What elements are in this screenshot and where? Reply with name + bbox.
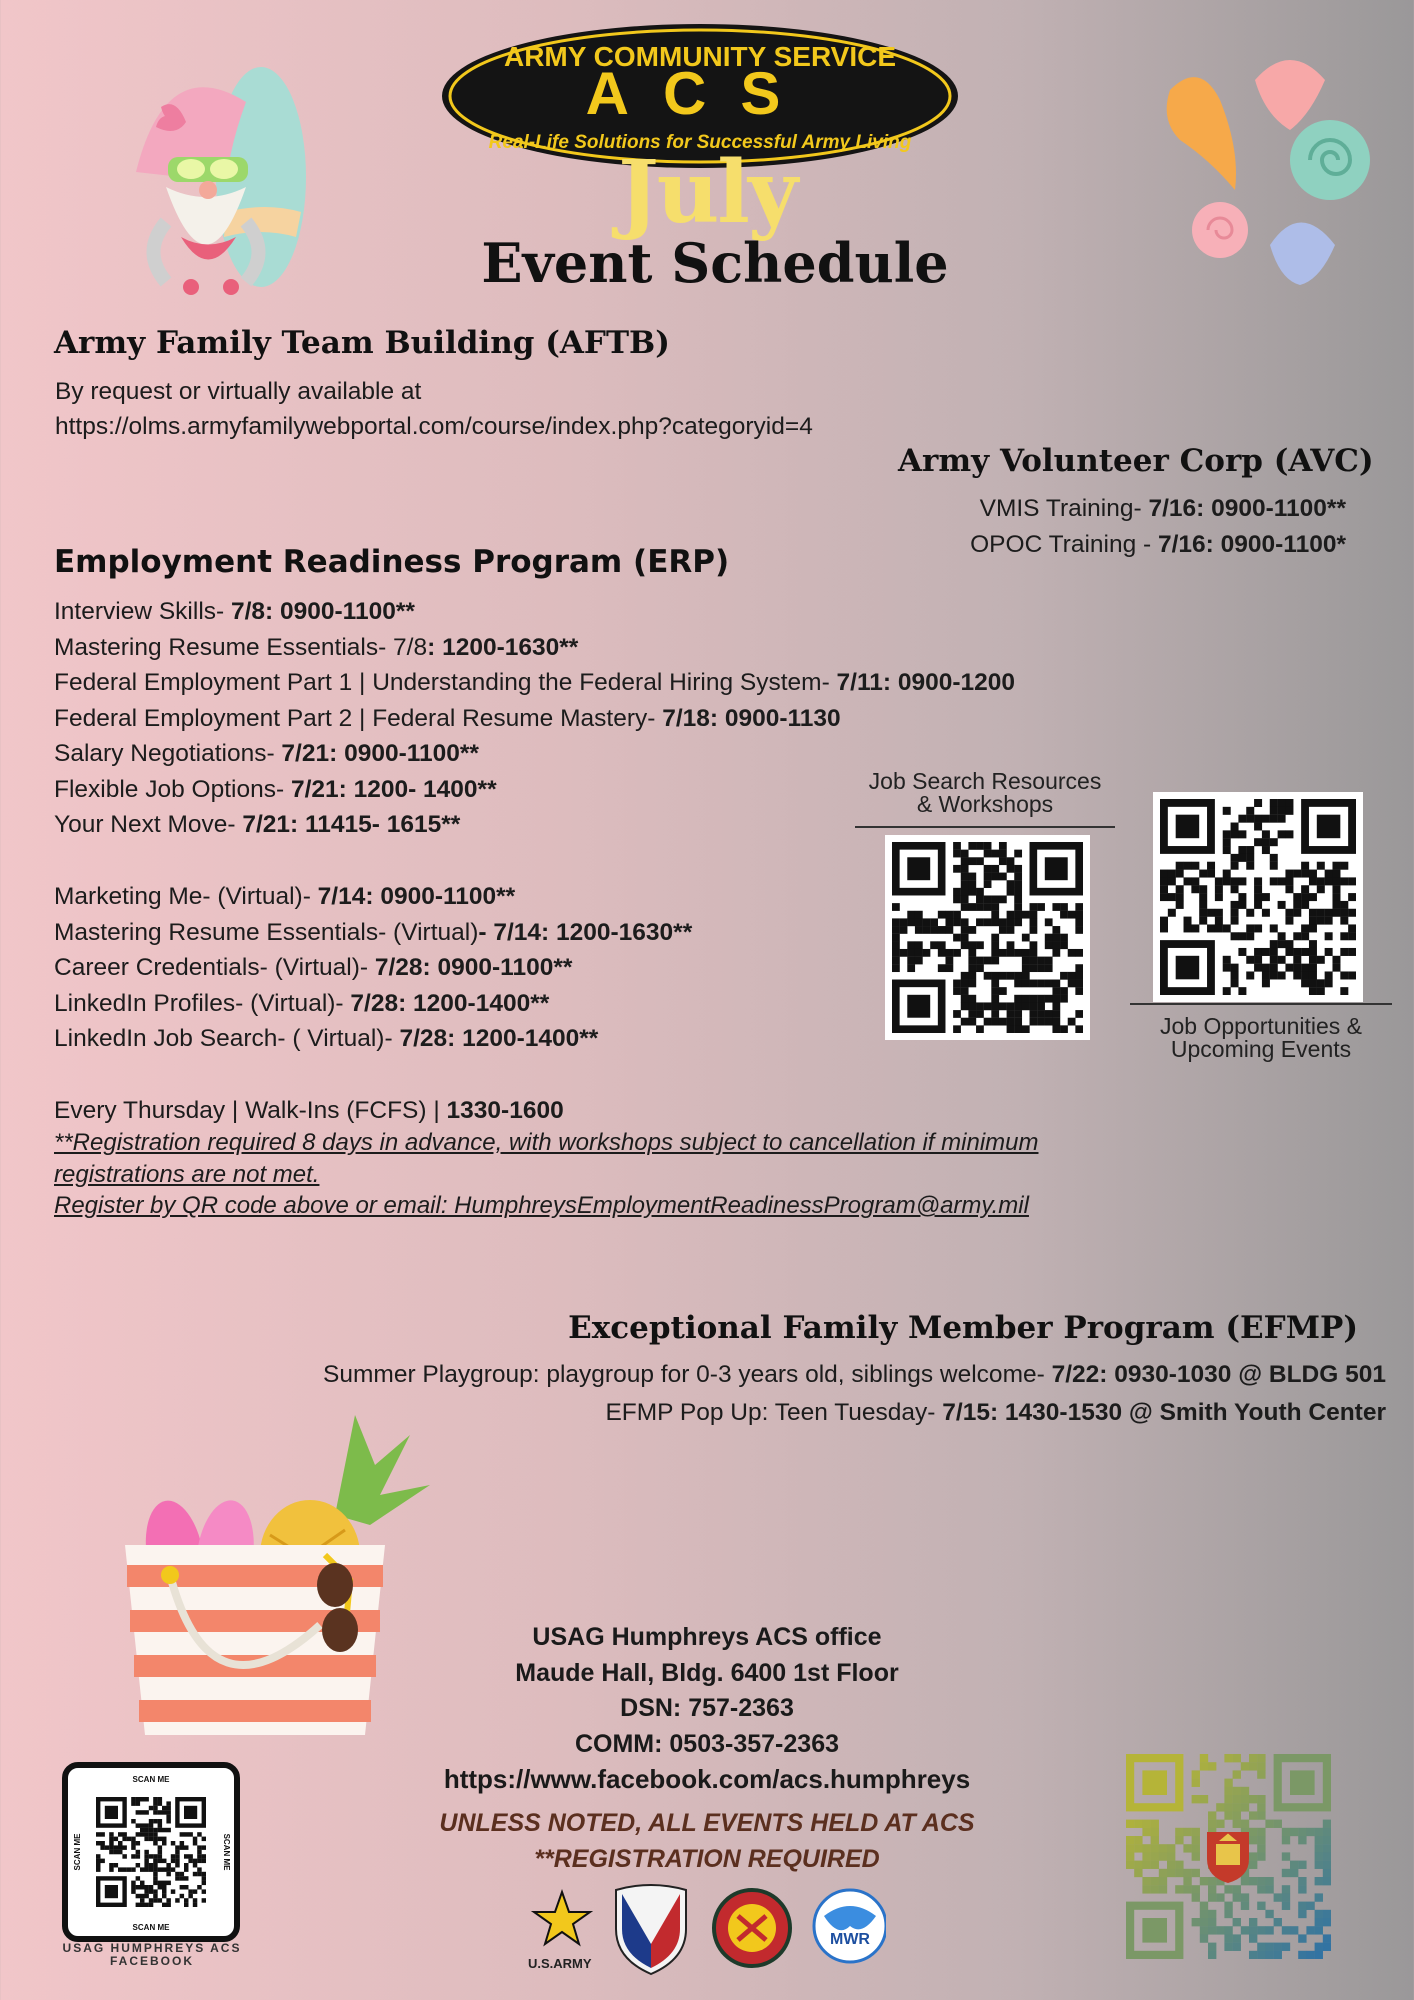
garrison-crest-icon xyxy=(1198,1826,1258,1886)
register-email-link[interactable]: Register by QR code above or email: HumphreysEmploymentReadinessProgram@army.mil xyxy=(54,1192,1029,1219)
facebook-qr-code[interactable] xyxy=(62,1762,240,1942)
erp-virtual-item: Marketing Me- (Virtual)- 7/14: 0900-1100** xyxy=(54,883,516,910)
scan-me-label: SCAN ME xyxy=(222,1833,231,1871)
logo-top-text: ARMY COMMUNITY SERVICE xyxy=(503,41,897,72)
efmp-item: Summer Playgroup: playgroup for 0-3 years old, siblings welcome- 7/22: 0930-1030 @ BLDG 501 xyxy=(323,1361,1386,1388)
aftb-line-1: By request or virtually available at xyxy=(55,378,422,405)
job-opportunities-qr-code[interactable] xyxy=(1153,792,1363,1002)
efmp-list xyxy=(323,1356,1386,1432)
svg-text:MWR: MWR xyxy=(830,1931,870,1948)
garrison-qr-code[interactable] xyxy=(1126,1754,1331,1959)
erp-virtual-item: Career Credentials- (Virtual)- 7/28: 0900-1100** xyxy=(54,954,573,981)
walk-in-hours: Every Thursday | Walk-Ins (FCFS) | 1330-1600 xyxy=(54,1097,564,1124)
scan-me-label: SCAN ME xyxy=(132,1923,170,1932)
avc-item: OPOC Training - 7/16: 0900-1100* xyxy=(970,530,1346,558)
month-heading: July xyxy=(618,142,796,243)
registration-notes xyxy=(54,1127,1204,1222)
erp-item: Flexible Job Options- 7/21: 1200- 1400** xyxy=(54,775,497,803)
office-address: Maude Hall, Bldg. 6400 1st Floor xyxy=(515,1658,899,1687)
erp-item: Salary Negotiations- 7/21: 0900-1100** xyxy=(54,740,479,767)
erp-heading: Employment Readiness Program (ERP) xyxy=(54,544,730,580)
erp-virtual-item: LinkedIn Job Search- ( Virtual)- 7/28: 1200-1400** xyxy=(54,1025,599,1052)
logo-tagline: Real-Life Solutions for Successful Army Living xyxy=(488,132,912,153)
erp-virtual-item: LinkedIn Profiles- (Virtual)- 7/28: 1200-1400** xyxy=(54,989,550,1017)
page-title: Event Schedule xyxy=(481,231,949,295)
erp-virtual-list xyxy=(54,879,692,1057)
erp-item: Federal Employment Part 2 | Federal Resume Mastery- 7/18: 0900-1130 xyxy=(54,704,841,732)
notice-line: UNLESS NOTED, ALL EVENTS HELD AT ACS xyxy=(439,1809,975,1837)
job-opportunities-qr-caption: Job Opportunities & Upcoming Events xyxy=(1130,1003,1392,1061)
job-search-qr-code[interactable] xyxy=(885,835,1090,1040)
aftb-url[interactable]: https://olms.armyfamilywebportal.com/course/index.php?categoryid=4 xyxy=(55,413,813,440)
avc-heading: Army Volunteer Corp (AVC) xyxy=(898,443,1374,479)
office-comm: COMM: 0503-357-2363 xyxy=(574,1729,839,1758)
avc-item: VMIS Training- 7/16: 0900-1100** xyxy=(979,495,1346,522)
erp-virtual-item: Mastering Resume Essentials- (Virtual)- 7/14: 1200-1630** xyxy=(54,918,693,946)
avc-list xyxy=(970,491,1346,562)
aftb-description xyxy=(55,374,813,444)
efmp-heading: Exceptional Family Member Program (EFMP) xyxy=(568,1310,1358,1346)
notice-line: **REGISTRATION REQUIRED xyxy=(534,1845,880,1873)
installation-management-icon xyxy=(714,1890,790,1966)
army-materiel-command-icon xyxy=(616,1885,686,1974)
office-dsn: DSN: 757-2363 xyxy=(620,1694,794,1722)
aftb-heading: Army Family Team Building (AFTB) xyxy=(54,325,670,361)
logo-main-text: ACS xyxy=(585,60,815,127)
scan-me-label: SCAN ME xyxy=(73,1833,82,1871)
facebook-qr-caption: USAG HUMPHREYS ACS FACEBOOK xyxy=(62,1941,242,1968)
erp-item: Interview Skills- 7/8: 0900-1100** xyxy=(54,598,415,625)
erp-item: Mastering Resume Essentials- 7/8: 1200-1630** xyxy=(54,633,579,661)
erp-item: Your Next Move- 7/21: 11415- 1615** xyxy=(54,811,461,838)
erp-item: Federal Employment Part 1 | Understanding the Federal Hiring System- 7/11: 0900-1200 xyxy=(54,669,1016,696)
us-army-caption: U.S.ARMY xyxy=(528,1956,592,1971)
mwr-icon xyxy=(814,1890,886,1962)
note-line: registrations are not met. xyxy=(54,1160,320,1188)
scan-me-label: SCAN ME xyxy=(132,1775,170,1784)
us-army-star-icon xyxy=(534,1892,590,1944)
efmp-item: EFMP Pop Up: Teen Tuesday- 7/15: 1430-1530 @ Smith Youth Center xyxy=(605,1399,1386,1426)
job-search-qr-caption: Job Search Resources & Workshops xyxy=(855,770,1115,828)
office-name: USAG Humphreys ACS office xyxy=(532,1623,882,1651)
facebook-link[interactable]: https://www.facebook.com/acs.humphreys xyxy=(443,1764,971,1794)
note-line: **Registration required 8 days in advance, with workshops subject to cancellation if minimum xyxy=(54,1129,1039,1156)
